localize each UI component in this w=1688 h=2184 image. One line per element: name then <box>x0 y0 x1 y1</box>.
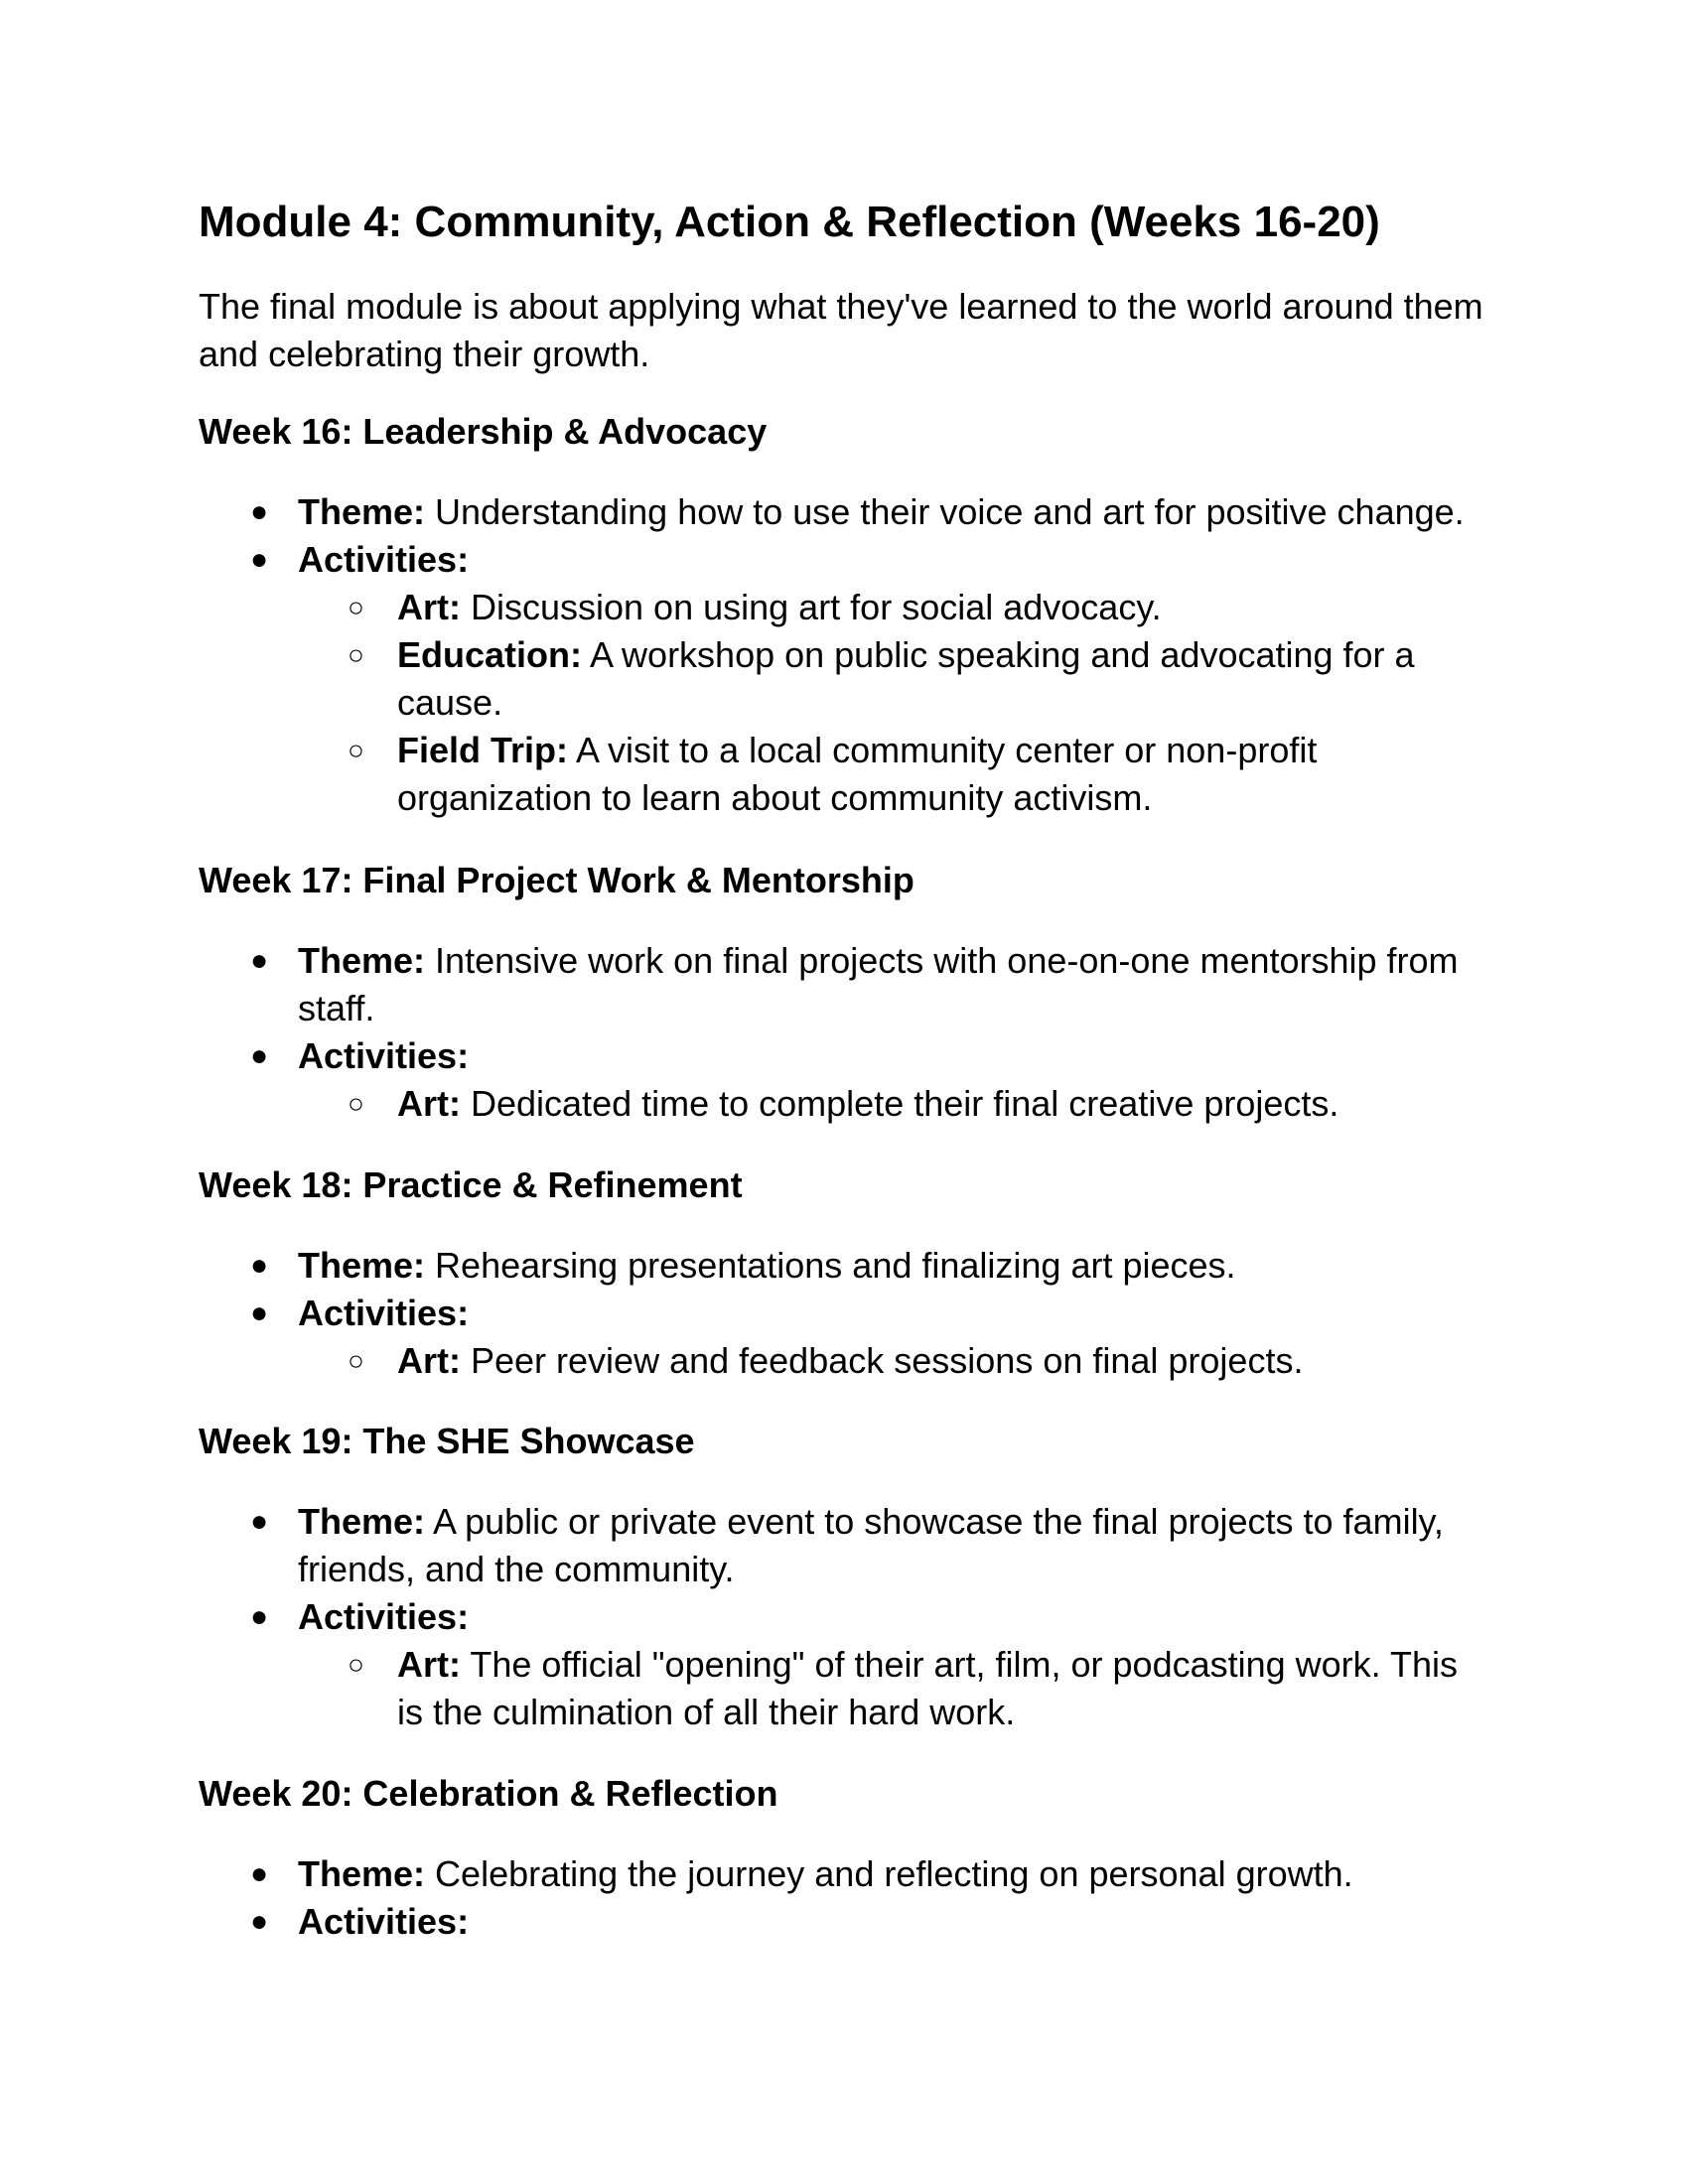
week-title: Week 19: The SHE Showcase <box>199 1421 695 1461</box>
bullet-icon: ● <box>250 944 269 977</box>
theme-text: Celebrating the journey and reflecting on personal growth. <box>435 1853 1353 1894</box>
theme-item <box>199 937 1489 1032</box>
week-20-section <box>199 1770 1489 1946</box>
activities-list <box>298 1080 1489 1128</box>
activities-item <box>199 1032 1489 1128</box>
activity-label: Education: <box>397 634 582 675</box>
activity-text: The official "opening" of their art, film, or podcasting work. This is the culmination of all their hard work. <box>397 1644 1459 1732</box>
activities-item <box>199 536 1489 822</box>
theme-label: Theme: <box>298 1501 426 1542</box>
activities-item <box>199 1593 1489 1736</box>
activity-label: Art: <box>397 1340 461 1381</box>
week-bullet-list <box>199 937 1489 1128</box>
bullet-icon: ● <box>250 1249 269 1282</box>
module-intro: The final module is about applying what they've learned to the world around them and celebrating their growth. <box>199 286 1483 374</box>
activities-label: Activities: <box>298 539 470 580</box>
activities-item <box>199 1898 1489 1946</box>
week-title: Week 16: Leadership & Advocacy <box>199 411 768 452</box>
week-bullet-list <box>199 1242 1489 1385</box>
activities-item <box>199 1290 1489 1385</box>
theme-label: Theme: <box>298 1245 426 1286</box>
activity-item <box>298 1337 1489 1385</box>
activity-label: Art: <box>397 1644 461 1685</box>
week-title: Week 17: Final Project Work & Mentorship <box>199 860 914 900</box>
theme-label: Theme: <box>298 491 426 532</box>
activity-text: A workshop on public speaking and advocating for a cause. <box>397 634 1415 723</box>
activity-item <box>298 1080 1489 1128</box>
activity-item <box>298 631 1489 727</box>
hollow-bullet-icon: ○ <box>348 639 364 670</box>
theme-text: Intensive work on final projects with one-on-one mentorship from staff. <box>298 940 1459 1028</box>
hollow-bullet-icon: ○ <box>348 592 364 622</box>
week-bullet-list <box>199 1498 1489 1736</box>
activities-list <box>298 1337 1489 1385</box>
activities-label: Activities: <box>298 1596 470 1637</box>
activity-item <box>298 1641 1489 1736</box>
bullet-icon: ● <box>250 1505 269 1538</box>
activity-text: A visit to a local community center or non-profit organization to learn about community activism. <box>397 730 1318 818</box>
week-bullet-list <box>199 1850 1489 1946</box>
hollow-bullet-icon: ○ <box>348 1345 364 1376</box>
theme-item <box>199 488 1489 536</box>
activity-label: Field Trip: <box>397 730 569 770</box>
bullet-icon: ● <box>250 495 269 528</box>
hollow-bullet-icon: ○ <box>348 1649 364 1680</box>
theme-text: Rehearsing presentations and finalizing art pieces. <box>435 1245 1236 1286</box>
activity-item <box>298 727 1489 822</box>
activity-text: Dedicated time to complete their final creative projects. <box>471 1083 1339 1124</box>
theme-item <box>199 1498 1489 1593</box>
bullet-icon: ● <box>250 1039 269 1072</box>
activity-item <box>298 584 1489 631</box>
theme-item <box>199 1242 1489 1290</box>
week-17-section <box>199 857 1489 1128</box>
activity-label: Art: <box>397 587 461 627</box>
week-16-section <box>199 408 1489 822</box>
bullet-icon: ● <box>250 1857 269 1890</box>
bullet-icon: ● <box>250 543 269 576</box>
bullet-icon: ● <box>250 1297 269 1329</box>
theme-label: Theme: <box>298 940 426 981</box>
module-title: Module 4: Community, Action & Reflection (Weeks 16-20) <box>199 198 1380 246</box>
bullet-icon: ● <box>250 1600 269 1633</box>
activities-list <box>298 584 1489 822</box>
week-title: Week 18: Practice & Refinement <box>199 1164 743 1205</box>
activity-text: Discussion on using art for social advocacy. <box>471 587 1162 627</box>
hollow-bullet-icon: ○ <box>348 735 364 765</box>
activities-list <box>298 1641 1489 1736</box>
week-title: Week 20: Celebration & Reflection <box>199 1773 778 1814</box>
hollow-bullet-icon: ○ <box>348 1088 364 1119</box>
week-18-section <box>199 1161 1489 1385</box>
week-bullet-list <box>199 488 1489 822</box>
theme-label: Theme: <box>298 1853 426 1894</box>
bullet-icon: ● <box>250 1905 269 1938</box>
week-19-section <box>199 1418 1489 1736</box>
activities-label: Activities: <box>298 1035 470 1076</box>
theme-text: A public or private event to showcase the final projects to family, friends, and the community. <box>298 1501 1444 1589</box>
activities-label: Activities: <box>298 1901 470 1942</box>
activities-label: Activities: <box>298 1293 470 1333</box>
activity-label: Art: <box>397 1083 461 1124</box>
activity-text: Peer review and feedback sessions on final projects. <box>471 1340 1304 1381</box>
theme-text: Understanding how to use their voice and art for positive change. <box>435 491 1465 532</box>
theme-item <box>199 1850 1489 1898</box>
